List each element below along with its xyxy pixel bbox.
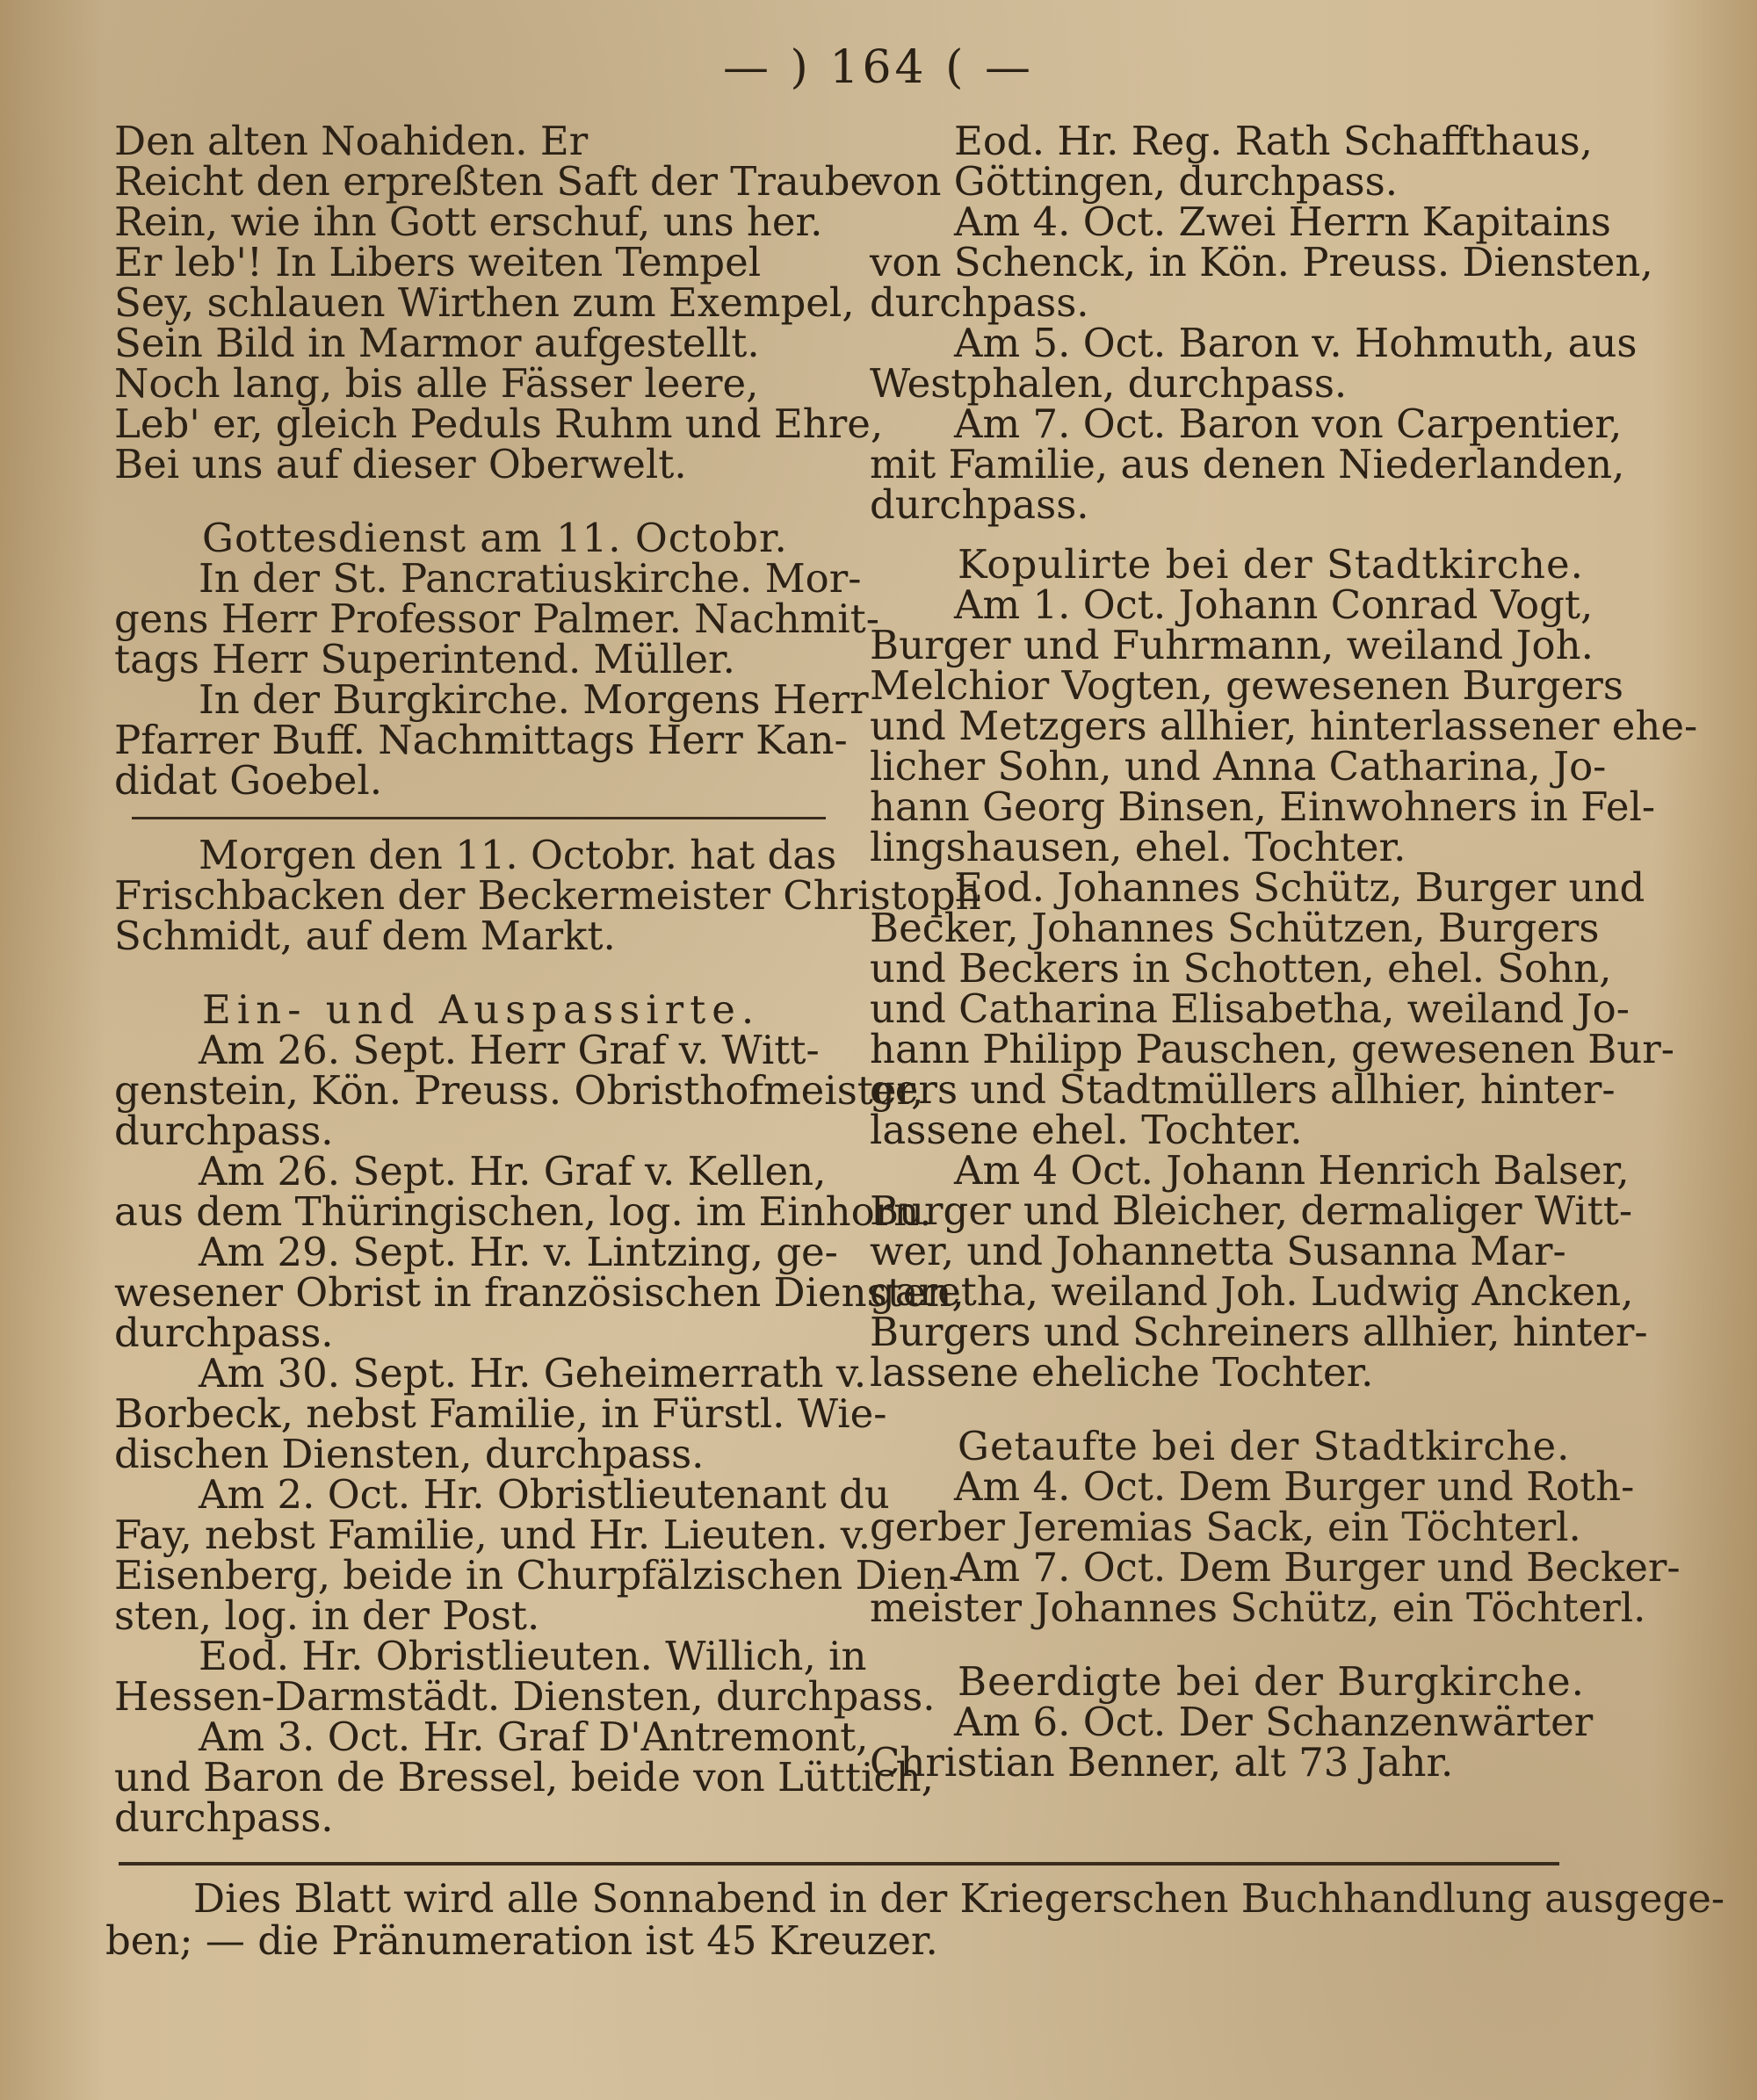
text-line: Becker, Johannes Schützen, Burgers	[870, 905, 1600, 951]
text-line: Am 2. Oct. Hr. Obristlieutenant du	[199, 1471, 890, 1518]
text-line: und Metzgers allhier, hinterlassener ehe-	[870, 703, 1698, 749]
text-line: Am 30. Sept. Hr. Geheimerrath v.	[199, 1350, 867, 1396]
text-line: meister Johannes Schütz, ein Töchterl.	[870, 1584, 1646, 1631]
service-block	[114, 555, 879, 804]
text-line: garetha, weiland Joh. Ludwig Ancken,	[870, 1268, 1634, 1315]
text-line: Am 7. Oct. Dem Burger und Becker-	[954, 1544, 1681, 1591]
text-line: durchpass.	[870, 481, 1089, 528]
text-line: Burger und Bleicher, dermaliger Witt-	[870, 1187, 1633, 1234]
poem-line: Leb' er, gleich Peduls Ruhm und Ehre,	[114, 401, 884, 447]
text-line: Eod. Johannes Schütz, Burger und	[954, 864, 1645, 911]
travel-continued-block	[870, 118, 1653, 528]
text-line: lingshausen, ehel. Tochter.	[870, 824, 1406, 870]
footer-divider	[119, 1862, 1559, 1865]
text-line: genstein, Kön. Preuss. Obristhofmeister,	[114, 1067, 924, 1114]
text-line: Eisenberg, beide in Churpfälzischen Dien-	[114, 1552, 962, 1598]
married-heading: Kopulirte bei der Stadtkirche.	[958, 541, 1584, 588]
text-line: didat Goebel.	[114, 757, 383, 804]
text-line: Am 29. Sept. Hr. v. Lintzing, ge-	[199, 1229, 838, 1275]
text-line: Pfarrer Buff. Nachmittags Herr Kan-	[114, 717, 848, 763]
left-column	[114, 118, 981, 1841]
text-line: hann Georg Binsen, Einwohners in Fel-	[870, 783, 1656, 830]
text-line: gers und Stadtmüllers allhier, hinter-	[870, 1066, 1616, 1113]
text-line: Am 4. Oct. Zwei Herrn Kapitains	[954, 198, 1611, 245]
buried-heading: Beerdigte bei der Burgkirche.	[958, 1658, 1585, 1705]
text-line: wer, und Johannetta Susanna Mar-	[870, 1228, 1566, 1274]
text-line: Am 5. Oct. Baron v. Hohmuth, aus	[954, 320, 1638, 366]
footer-line: Dies Blatt wird alle Sonnabend in der Kriegerschen Buchhandlung ausgege-	[193, 1875, 1725, 1922]
text-line: mit Familie, aus denen Niederlanden,	[870, 441, 1625, 487]
text-line: Eod. Hr. Obristlieuten. Willich, in	[199, 1633, 867, 1679]
baptized-block	[870, 1463, 1681, 1631]
text-line: durchpass.	[870, 279, 1089, 326]
text-line: durchpass.	[114, 1794, 334, 1841]
text-line: Morgen den 11. Octobr. hat das	[199, 832, 837, 878]
poem-line: Reicht den erpreßten Saft der Traube	[114, 158, 874, 205]
text-line: durchpass.	[114, 1310, 334, 1356]
text-line: Am 26. Sept. Herr Graf v. Witt-	[199, 1027, 820, 1073]
publication-note	[105, 1875, 1725, 1964]
bakery-notice	[114, 832, 981, 959]
service-heading: Gottesdienst am 11. Octobr.	[202, 515, 788, 561]
text-line: wesener Obrist in französischen Diensten,	[114, 1269, 965, 1316]
travel-block	[114, 1027, 965, 1841]
travel-heading: Ein- und Auspassirte.	[202, 986, 761, 1033]
page-number: — ) 164 ( —	[723, 41, 1034, 94]
poem-line: Er leb'! In Libers weiten Tempel	[114, 239, 762, 285]
footer-line: ben; — die Pränumeration ist 45 Kreuzer.	[105, 1917, 938, 1964]
text-line: durchpass.	[114, 1108, 334, 1154]
text-line: Am 26. Sept. Hr. Graf v. Kellen,	[199, 1148, 827, 1194]
poem-line: Sein Bild in Marmor aufgestellt.	[114, 320, 760, 366]
text-line: lassene ehel. Tochter.	[870, 1107, 1303, 1153]
text-line: Christian Benner, alt 73 Jahr.	[870, 1739, 1454, 1786]
text-line: Am 6. Oct. Der Schanzenwärter	[954, 1699, 1594, 1745]
text-line: und Beckers in Schotten, ehel. Sohn,	[870, 945, 1612, 992]
text-line: gerber Jeremias Sack, ein Töchterl.	[870, 1504, 1581, 1550]
text-line: licher Sohn, und Anna Catharina, Jo-	[870, 743, 1607, 790]
poem-line: Den alten Noahiden. Er	[114, 118, 589, 164]
text-line: In der Burgkirche. Morgens Herr	[199, 676, 869, 723]
text-line: tags Herr Superintend. Müller.	[114, 636, 735, 682]
poem-line: Noch lang, bis alle Fässer leere,	[114, 360, 759, 407]
section-divider	[132, 817, 826, 819]
baptized-heading: Getaufte bei der Stadtkirche.	[958, 1423, 1571, 1469]
text-line: Am 4 Oct. Johann Henrich Balser,	[954, 1147, 1630, 1194]
text-line: aus dem Thüringischen, log. im Einhorn.	[114, 1188, 932, 1235]
text-line: und Catharina Elisabetha, weiland Jo-	[870, 985, 1630, 1032]
text-line: von Schenck, in Kön. Preuss. Diensten,	[870, 239, 1653, 285]
text-line: von Göttingen, durchpass.	[870, 158, 1399, 205]
text-line: Hessen-Darmstädt. Diensten, durchpass.	[114, 1673, 936, 1720]
text-line: Westphalen, durchpass.	[870, 360, 1348, 407]
text-line: hann Philipp Pauschen, gewesenen Bur-	[870, 1026, 1674, 1072]
text-line: lassene eheliche Tochter.	[870, 1349, 1374, 1396]
text-line: Am 3. Oct. Hr. Graf D'Antremont,	[199, 1714, 869, 1760]
text-line: Fay, nebst Familie, und Hr. Lieuten. v.	[114, 1512, 871, 1558]
text-line: Melchior Vogten, gewesenen Burgers	[870, 662, 1623, 709]
text-line: In der St. Pancratiuskirche. Mor-	[199, 555, 862, 602]
text-line: Schmidt, auf dem Markt.	[114, 913, 616, 959]
text-line: Eod. Hr. Reg. Rath Schaffthaus,	[954, 118, 1593, 164]
text-line: Am 4. Oct. Dem Burger und Roth-	[954, 1463, 1635, 1510]
married-block	[870, 581, 1698, 1396]
text-line: Burger und Fuhrmann, weiland Joh.	[870, 622, 1594, 668]
text-line: Am 7. Oct. Baron von Carpentier,	[954, 401, 1623, 447]
poem-line: Sey, schlauen Wirthen zum Exempel,	[114, 279, 855, 326]
text-line: gens Herr Professor Palmer. Nachmit-	[114, 595, 879, 642]
poem-line: Bei uns auf dieser Oberwelt.	[114, 441, 687, 487]
right-column	[870, 118, 1698, 1786]
text-line: Burgers und Schreiners allhier, hinter-	[870, 1309, 1648, 1355]
text-line: Am 1. Oct. Johann Conrad Vogt,	[954, 581, 1594, 628]
poem-block	[114, 118, 884, 487]
poem-line: Rein, wie ihn Gott erschuf, uns her.	[114, 198, 823, 245]
text-line: Frischbacken der Beckermeister Christoph	[114, 872, 981, 919]
text-line: dischen Diensten, durchpass.	[114, 1431, 705, 1477]
text-line: Borbeck, nebst Familie, in Fürstl. Wie-	[114, 1390, 887, 1437]
text-line: sten, log. in der Post.	[114, 1592, 540, 1639]
text-line: und Baron de Bressel, beide von Lüttich,	[114, 1754, 934, 1801]
buried-block	[870, 1699, 1612, 1786]
